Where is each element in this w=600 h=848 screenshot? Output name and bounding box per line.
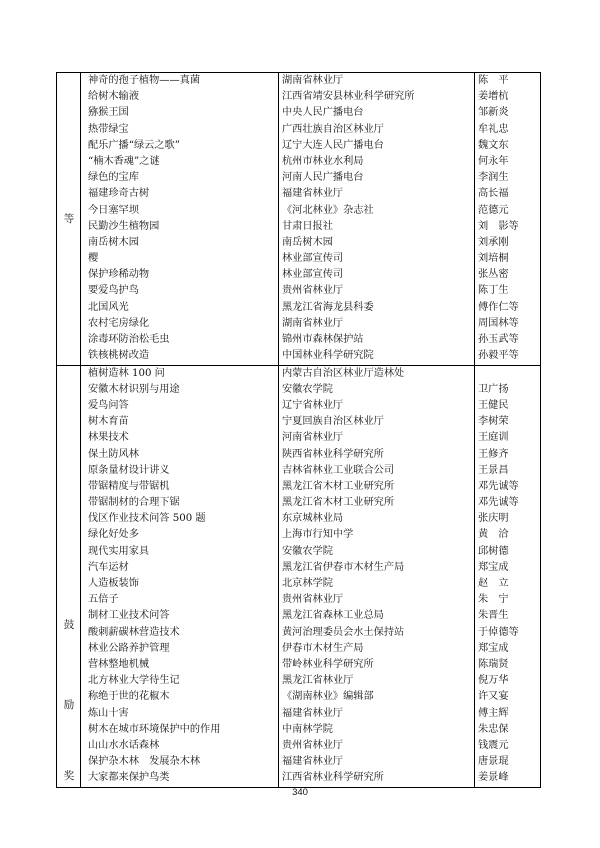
work-unit: 吉林省林业工业联合公司 [282, 464, 395, 476]
work-unit: 湖南省林业厅 [282, 75, 344, 86]
work-title: 酸刺薪碳林营造技术 [88, 626, 180, 638]
work-unit: 湖南省林业厅 [282, 317, 344, 329]
work-unit: 黑龙江省森林工业总局 [282, 610, 384, 622]
work-author: 张丛密 [478, 269, 509, 281]
work-author: 范德元 [478, 204, 509, 216]
work-unit: 上海市行知中学 [282, 529, 354, 541]
category-char: 励 [63, 698, 75, 711]
work-title: 农村宅房绿化 [88, 317, 150, 329]
work-title: 神奇的孢子植物——真菌 [88, 75, 201, 86]
work-unit: 广西壮族自治区林业厅 [282, 123, 384, 135]
work-author: 朱忠保 [478, 723, 509, 735]
work-author: 邹新炎 [478, 107, 509, 119]
work-author: 于倬德等 [478, 626, 519, 638]
work-author: 王健民 [478, 399, 509, 411]
work-unit: 黄河治理委员会水土保持站 [282, 626, 405, 638]
work-author: 赵 立 [478, 578, 509, 590]
work-title: 营林整地机械 [88, 658, 150, 670]
work-title: 带锯制材的合理下锯 [88, 497, 180, 509]
work-author: 姜增杭 [478, 91, 509, 103]
work-unit: 内蒙古自治区林业厅造林处 [282, 367, 405, 379]
work-author: 郑宝成 [478, 561, 509, 573]
work-author: 朱 宁 [478, 594, 509, 606]
work-title: 大家都来保护鸟类 [88, 772, 170, 784]
work-author: 王景昌 [478, 464, 509, 476]
work-title: 树木育苗 [88, 416, 129, 428]
work-unit: 《河北林业》杂志社 [282, 204, 374, 216]
work-unit: 江西省靖安县林业科学研究所 [282, 91, 415, 103]
work-unit: 贵州省林业厅 [282, 594, 344, 606]
work-title: 炼山十害 [88, 707, 129, 719]
awards-table [56, 72, 541, 788]
work-title: 汽车运材 [88, 561, 129, 573]
work-unit: 贵州省林业厅 [282, 739, 344, 751]
title-column-cell [81, 365, 279, 787]
work-title: 绿色的宝库 [88, 172, 139, 184]
work-unit: 中南林学院 [282, 723, 333, 735]
category-char: 奖 [63, 770, 75, 783]
work-title: 保护珍稀动物 [88, 269, 150, 281]
work-author: 孙玉武等 [478, 334, 519, 345]
title-column-cell [81, 73, 279, 366]
work-unit: 河南人民广播电台 [282, 172, 364, 184]
work-title: 爱鸟问答 [88, 399, 129, 411]
work-author: 魏文东 [478, 139, 509, 151]
work-author: 许又宴 [478, 691, 509, 703]
work-author: 李树荣 [478, 416, 509, 428]
work-author: 黄 洽 [478, 529, 509, 541]
unit-column-cell [279, 365, 475, 787]
work-title: 铁核桃树改造 [88, 350, 150, 362]
work-title: 五倍子 [88, 594, 119, 606]
work-title: 北国风光 [88, 301, 129, 313]
work-title: 带锯精度与带锯机 [88, 480, 170, 492]
work-title: 民勤沙生植物园 [88, 220, 160, 232]
work-author: 孙毅平等 [478, 350, 519, 362]
work-unit: 北京林学院 [282, 578, 333, 590]
work-author: 邓先诚等 [478, 497, 519, 509]
work-title: “楠木香魂”之谜 [88, 155, 160, 167]
work-title: 涂毒环防治松毛虫 [88, 334, 170, 345]
work-title: 植树造林 100 问 [88, 367, 165, 379]
work-author: 刘承刚 [478, 236, 509, 248]
work-author: 高长福 [478, 188, 509, 200]
work-unit: 河南省林业厅 [282, 432, 344, 444]
work-title: 现代实用家具 [88, 545, 150, 557]
work-title: 安徽木材识别与用途 [88, 383, 180, 395]
work-author: 朱晋生 [478, 610, 509, 622]
work-unit: 杭州市林业水利局 [282, 155, 364, 167]
author-column-cell [475, 73, 541, 366]
work-author: 何永年 [478, 155, 509, 167]
work-author: 刘 影等 [478, 220, 519, 232]
work-unit: 黑龙江省林业厅 [282, 675, 354, 687]
work-title: 制材工业技术问答 [88, 610, 170, 622]
work-unit: 江西省林业科学研究所 [282, 772, 384, 784]
work-title: 福建珍奇古树 [88, 188, 150, 200]
work-unit: 福建省林业厅 [282, 188, 344, 200]
work-unit: 黑龙江省木材工业研究所 [282, 497, 395, 509]
work-unit: 林业部宣传司 [282, 253, 344, 265]
work-title: 树木在城市环境保护中的作用 [88, 723, 221, 735]
work-title: 给树木输液 [88, 91, 139, 103]
table-section-row [57, 365, 541, 787]
work-title: 林业公路养护管理 [88, 642, 170, 654]
work-title: 伐区作业技术问答 500 题 [88, 513, 206, 525]
work-author: 陈瑞贤 [478, 658, 509, 670]
work-author: 卫广扬 [478, 383, 509, 395]
work-unit: 贵州省林业厅 [282, 285, 344, 297]
work-unit: 中国林业科学研究院 [282, 350, 374, 362]
work-author: 牟礼忠 [478, 123, 509, 135]
work-unit: 林业部宣传司 [282, 269, 344, 281]
work-title: 樱 [88, 253, 99, 265]
work-unit: 黑龙江省海龙县科委 [282, 301, 374, 313]
work-unit: 安徽农学院 [282, 545, 333, 557]
work-unit: 福建省林业厅 [282, 756, 344, 768]
work-unit: 伊春市木材生产局 [282, 642, 364, 654]
category-char: 鼓 [63, 618, 75, 631]
work-unit: 辽宁省林业厅 [282, 399, 344, 411]
work-title: 原条量材设计讲义 [88, 464, 170, 476]
work-title: 称绝于世的花椒木 [88, 691, 170, 703]
work-author: 唐景琨 [478, 756, 509, 768]
work-author: 陈 平 [478, 75, 509, 86]
work-unit: 黑龙江省伊春市木材生产局 [282, 561, 405, 573]
work-author: 钱震元 [478, 739, 509, 751]
work-author: 王庭训 [478, 432, 509, 444]
work-title: 保土防风林 [88, 448, 139, 460]
work-title: 北方林业大学待生记 [88, 675, 180, 687]
work-author: 姜景峰 [478, 772, 509, 784]
work-title: 今日塞罕坝 [88, 204, 139, 216]
work-author: 李润生 [478, 172, 509, 184]
work-author: 郑宝成 [478, 642, 509, 654]
work-unit: 锦州市森林保护站 [282, 334, 364, 345]
work-title: 要爱鸟护鸟 [88, 285, 139, 297]
work-author: 张庆明 [478, 513, 509, 525]
work-author [475, 366, 540, 382]
work-title: 猕猴王国 [88, 107, 129, 119]
work-unit: 陕西省林业科学研究所 [282, 448, 384, 460]
work-author: 倪万华 [478, 675, 509, 687]
category-cell [57, 365, 81, 787]
work-unit: 南岳树木园 [282, 236, 333, 248]
work-title: 南岳树木园 [88, 236, 139, 248]
work-author: 邓先诚等 [478, 480, 519, 492]
work-author: 陈丁生 [478, 285, 509, 297]
work-title: 热带绿宝 [88, 123, 129, 135]
work-title: 保护杂木林 发展杂木林 [88, 756, 201, 768]
work-author: 傅主辉 [478, 707, 509, 719]
work-title: 绿化好处多 [88, 529, 139, 541]
category-cell [57, 73, 81, 366]
page-number: 340 [292, 787, 308, 798]
work-author: 刘培桐 [478, 253, 509, 265]
author-column-cell [475, 365, 541, 787]
work-unit: 《湖南林业》编辑部 [282, 691, 374, 703]
work-author: 周国林等 [478, 317, 519, 329]
work-author: 王修齐 [478, 448, 509, 460]
work-unit: 辽宁大连人民广播电台 [282, 139, 384, 151]
table-section-row [57, 73, 541, 366]
work-unit: 带岭林业科学研究所 [282, 658, 374, 670]
work-title: 林果技术 [88, 432, 129, 444]
unit-column-cell [279, 73, 475, 366]
work-unit: 黑龙江省木材工业研究所 [282, 480, 395, 492]
work-title: 山山水水话森林 [88, 739, 160, 751]
work-unit: 中央人民广播电台 [282, 107, 364, 119]
category-char: 等 [63, 212, 75, 225]
work-title: 人造板装饰 [88, 578, 139, 590]
work-unit: 福建省林业厅 [282, 707, 344, 719]
work-unit: 安徽农学院 [282, 383, 333, 395]
work-author: 邱树德 [478, 545, 509, 557]
work-unit: 宁夏回族自治区林业厅 [282, 416, 384, 428]
work-unit: 东京城林业局 [282, 513, 344, 525]
work-title: 配乐广播“绿云之歌” [88, 139, 180, 151]
work-unit: 甘肃日报社 [282, 220, 333, 232]
work-author: 傅作仁等 [478, 301, 519, 313]
